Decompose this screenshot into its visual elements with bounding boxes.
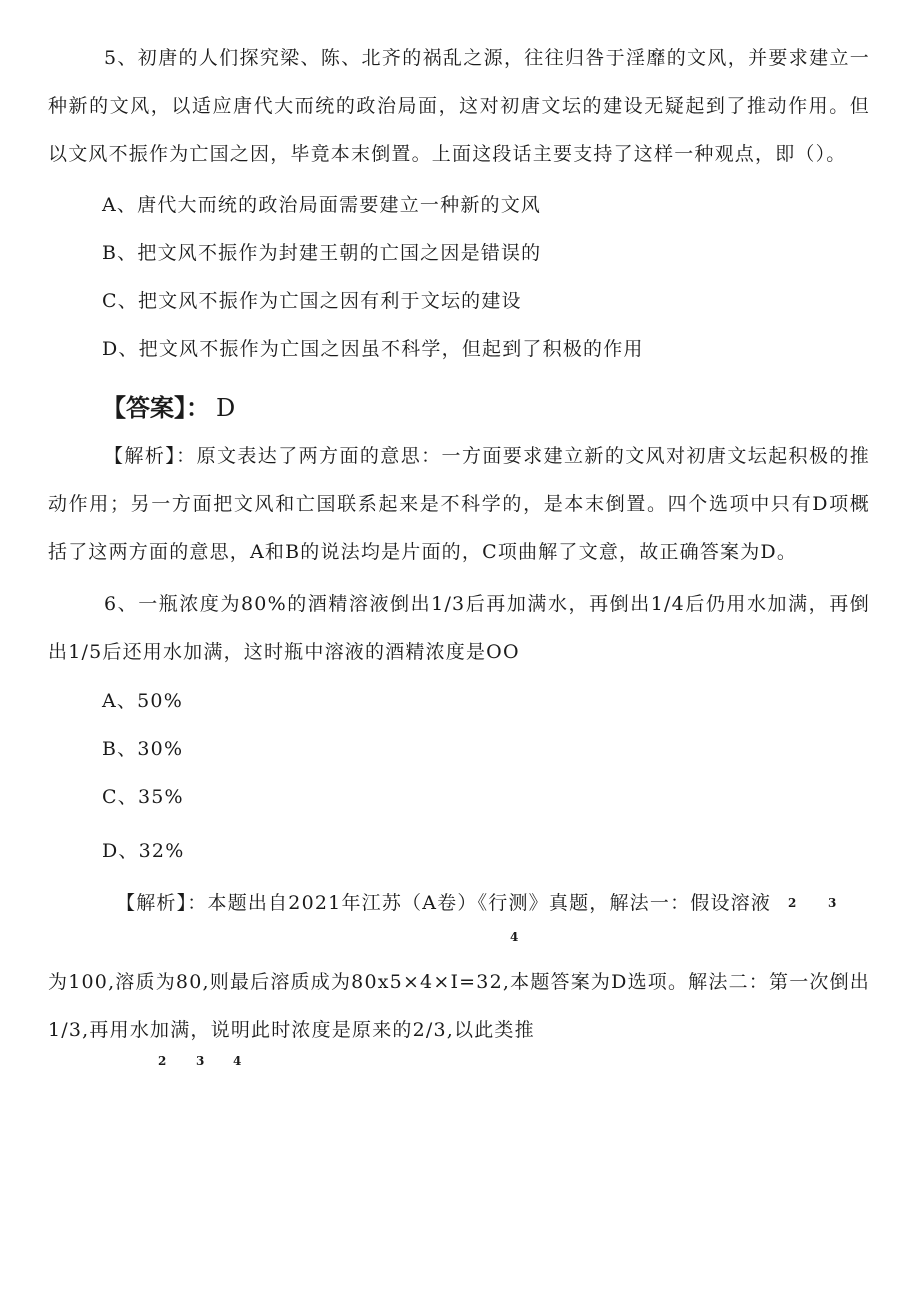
answer-label: 【答案】： — [102, 394, 210, 422]
answer-value: D — [216, 394, 236, 422]
q6-option-a: A、50% — [102, 690, 183, 712]
q5-option-b: B、把文风不振作为封建王朝的亡国之因是错误的 — [102, 242, 542, 264]
q5-stem: 5、初唐的人们探究梁、陈、北齐的祸乱之源，往往归咎于淫靡的文风，并要求建立一种新的文风，以适应唐代大而统的政治局面，这对初唐文坛的建设无疑起到了推动作用。但以文风不振作为亡国之因，毕竟本末倒置。上面这段话主要支持了这样一种观点，即（）。 — [48, 47, 870, 165]
q5-option-d: D、把文风不振作为亡国之因虽不科学，但起到了积极的作用 — [102, 338, 644, 360]
fraction-mark: 3 — [196, 1054, 205, 1068]
fraction-mark: 4 — [233, 1054, 242, 1068]
fraction-mark: 2 — [158, 1054, 167, 1068]
q6-option-d: D、32% — [102, 840, 185, 862]
q5-explanation: 【解析】：原文表达了两方面的意思：一方面要求建立新的文风对初唐文坛起积极的推动作用；另一方面把文风和亡国联系起来是不科学的，是本末倒置。四个选项中只有D项概括了这两方面的意思，A和B的说法均是片面的，C项曲解了文意，故正确答案为D。 — [48, 445, 870, 563]
q5-option-a: A、唐代大而统的政治局面需要建立一种新的文风 — [102, 194, 542, 216]
q6-option-b: B、30% — [102, 738, 184, 760]
q6-stem: 6、一瓶浓度为80%的酒精溶液倒出1/3后再加满水，再倒出1/4后仍用水加满，再倒出1/5后还用水加满，这时瓶中溶液的酒精浓度是OO — [48, 593, 870, 663]
fraction-mark: 2 — [788, 896, 797, 910]
q6-explanation-body: 为100,溶质为80,则最后溶质成为80x5×4×I=32,本题答案为D选项。解法二：第一次倒出1/3,再用水加满，说明此时浓度是原来的2/3,以此类推 — [48, 971, 870, 1041]
q6-explanation-head: 【解析】：本题出自2021年江苏（A卷）《行测》真题，解法一：假设溶液 — [116, 892, 772, 914]
q5-answer — [102, 388, 235, 423]
q6-option-c: C、35% — [102, 786, 184, 808]
fraction-mark: 3 — [828, 896, 837, 910]
fraction-mark: 4 — [510, 930, 519, 944]
q5-option-c: C、把文风不振作为亡国之因有利于文坛的建设 — [102, 290, 522, 312]
